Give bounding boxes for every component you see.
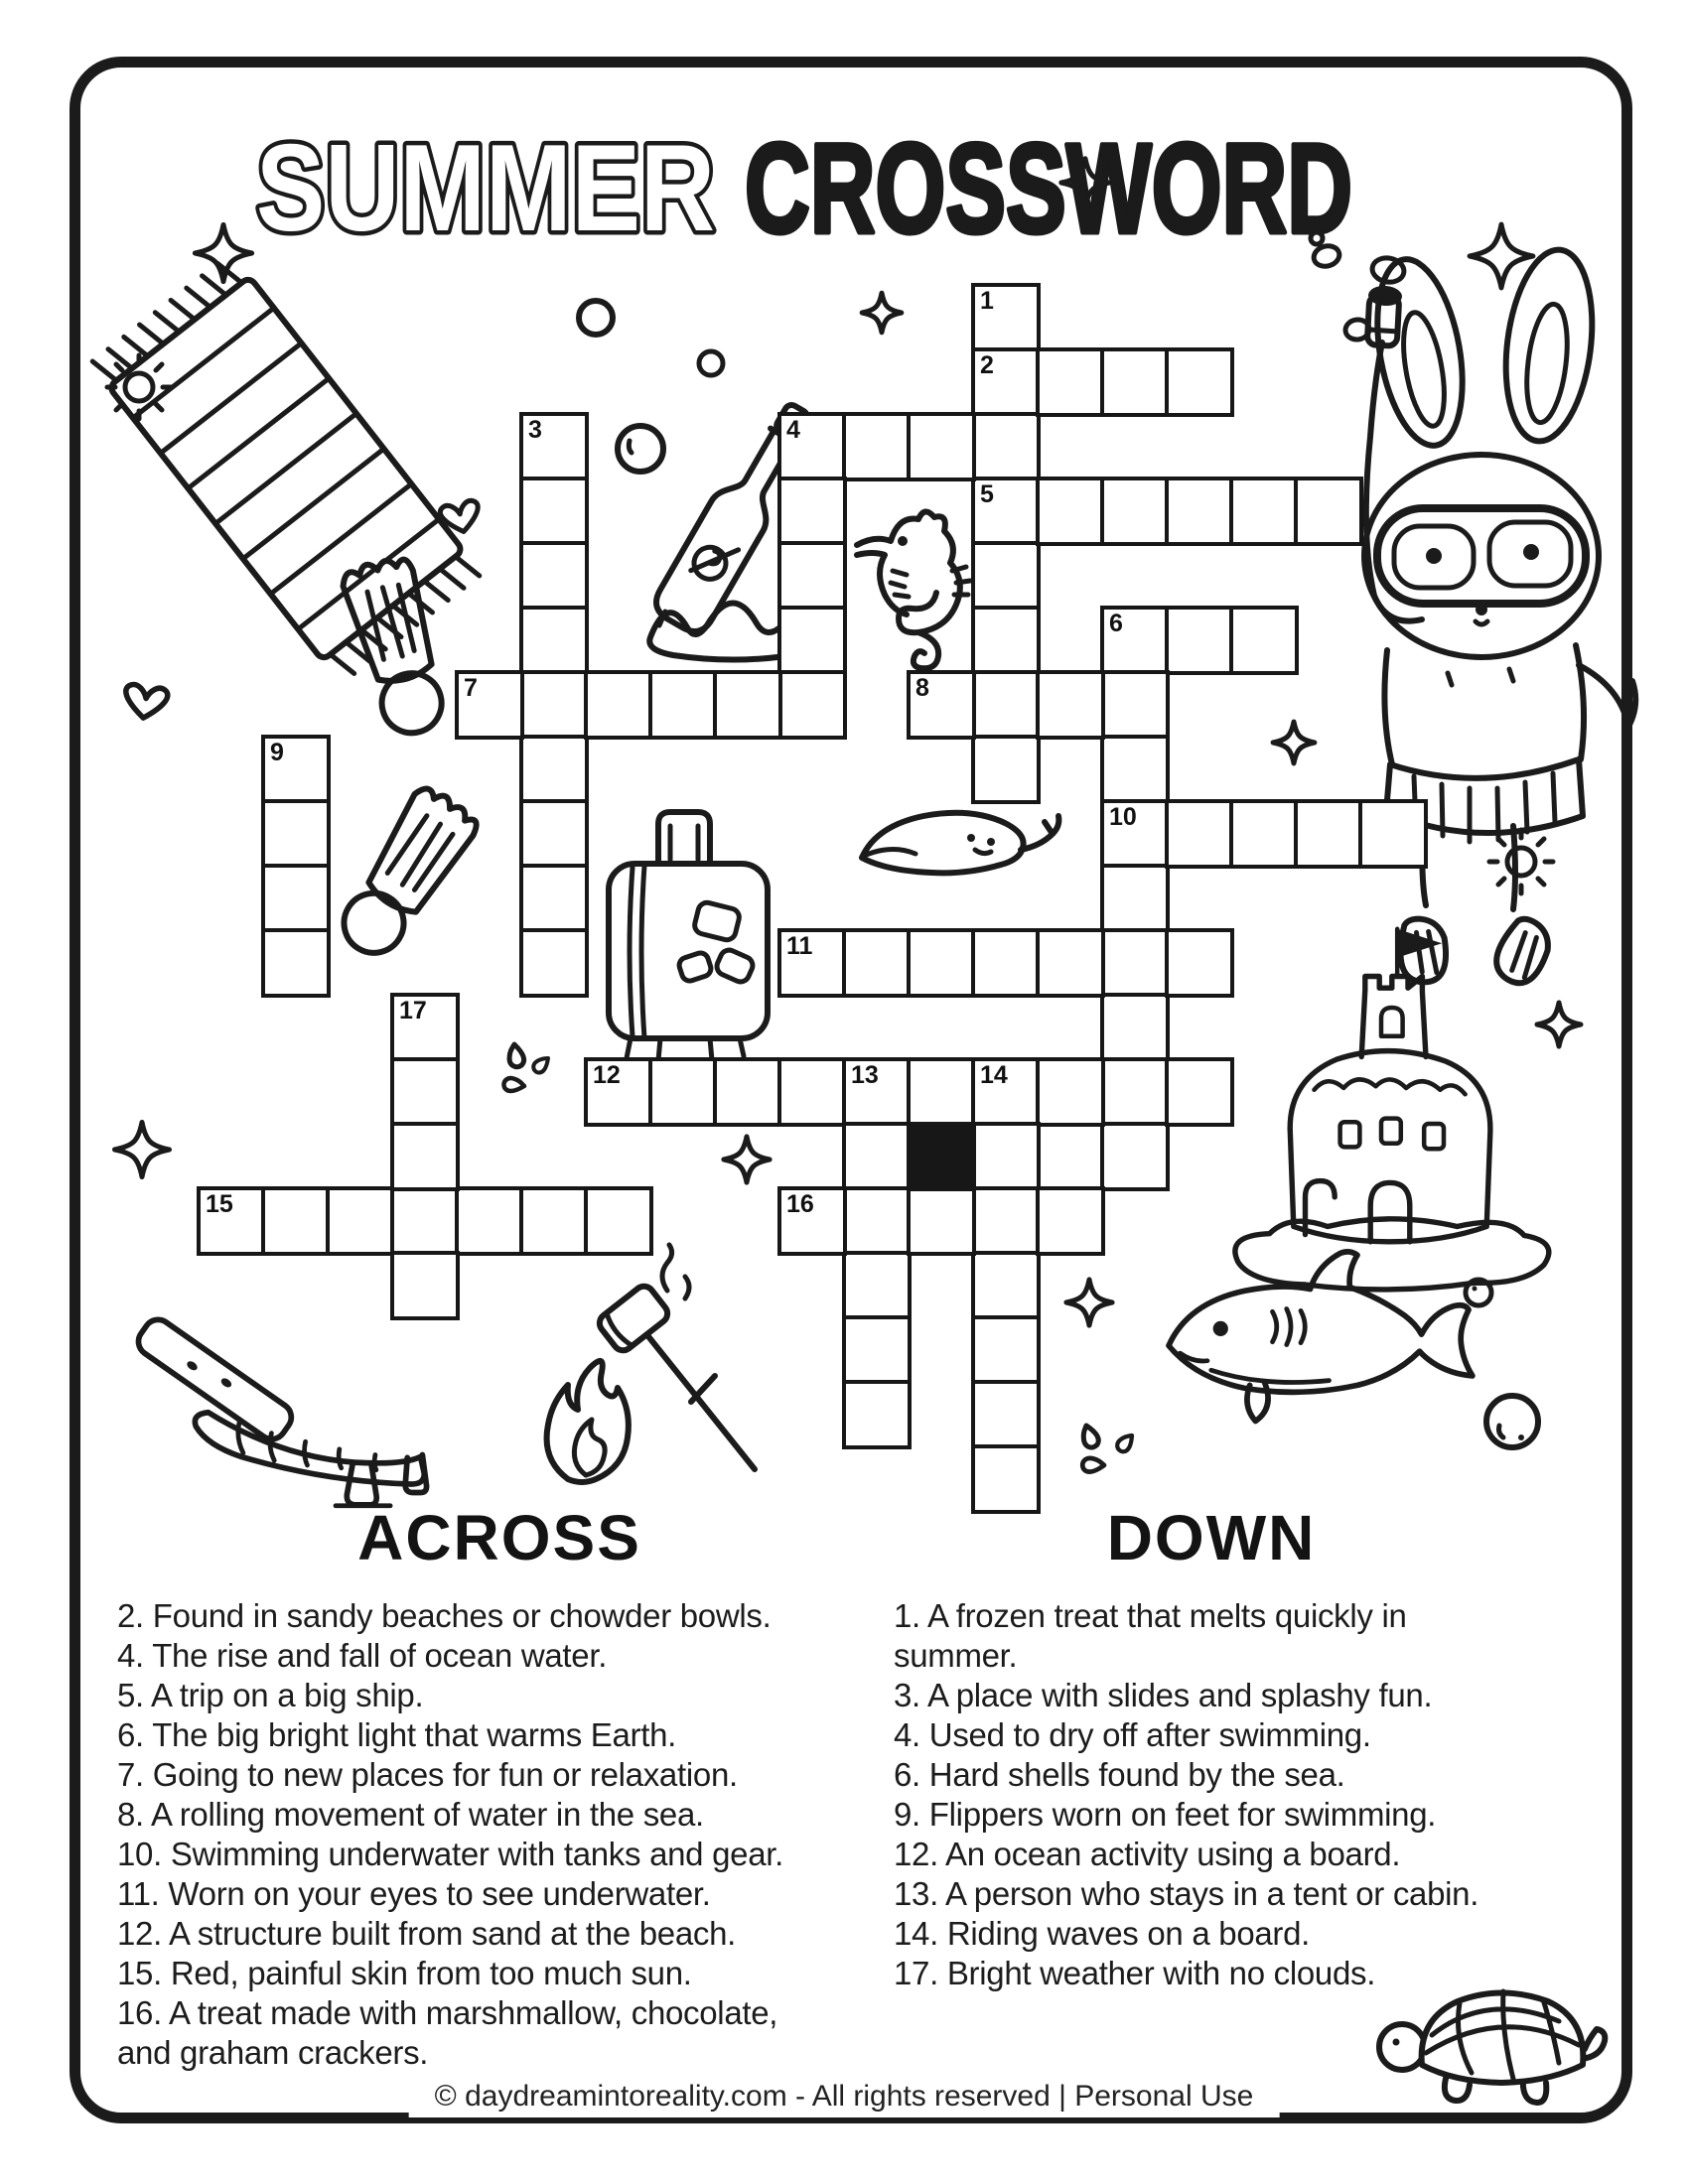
across-clue: 7. Going to new places for fun or relaxation. <box>117 1756 738 1793</box>
across-clue: 2. Found in sandy beaches or chowder bowls. <box>117 1597 772 1634</box>
grid-cell-number: 1 <box>980 287 994 315</box>
grid-cell[interactable] <box>842 1380 912 1449</box>
grid-cell[interactable] <box>1100 670 1170 740</box>
across-clue: 16. A treat made with marshmallow, chocolate, <box>117 1994 778 2031</box>
down-clue: 1. A frozen treat that melts quickly in <box>894 1597 1407 1634</box>
grid-cell[interactable] <box>261 799 331 869</box>
grid-cell[interactable] <box>648 1057 718 1127</box>
grid-cell[interactable] <box>713 1057 782 1127</box>
grid-cell[interactable] <box>842 1315 912 1385</box>
grid-cell[interactable] <box>326 1186 395 1256</box>
grid-cell[interactable] <box>390 1186 460 1256</box>
across-section <box>117 1501 882 2073</box>
grid-cell[interactable] <box>455 670 524 740</box>
grid-cell[interactable] <box>1358 799 1428 869</box>
grid-cell[interactable] <box>1294 477 1363 546</box>
grid-cell-number: 14 <box>980 1061 1008 1089</box>
grid-cell-number: 13 <box>851 1061 879 1089</box>
grid-cell[interactable] <box>777 1186 847 1256</box>
grid-cell[interactable] <box>1036 928 1105 998</box>
down-clue: 17. Bright weather with no clouds. <box>894 1955 1376 1991</box>
across-header: ACROSS <box>357 1502 641 1573</box>
grid-cell[interactable] <box>777 606 847 675</box>
down-clue: 13. A person who stays in a tent or cabin. <box>894 1875 1479 1912</box>
grid-cell[interactable] <box>1036 347 1105 417</box>
title-word-crossword: CROSSWORD <box>745 118 1352 258</box>
grid-cell[interactable] <box>261 1186 331 1256</box>
across-clue: 6. The big bright light that warms Earth. <box>117 1716 677 1753</box>
grid-cell[interactable] <box>519 541 589 611</box>
title-word-summer: SUMMER <box>256 120 715 257</box>
across-clue: 5. A trip on a big ship. <box>117 1677 424 1713</box>
grid-cell[interactable] <box>1229 477 1299 546</box>
across-clue: 12. A structure built from sand at the beach. <box>117 1915 737 1952</box>
grid-cell[interactable] <box>1165 928 1234 998</box>
grid-cell[interactable] <box>584 670 653 740</box>
down-clue-continuation: summer. <box>894 1637 1018 1674</box>
grid-cell[interactable] <box>1165 347 1234 417</box>
grid-cell[interactable] <box>842 1057 912 1127</box>
grid-cell[interactable] <box>1229 606 1299 675</box>
grid-cell[interactable] <box>907 412 976 481</box>
grid-cell[interactable] <box>1229 799 1299 869</box>
grid-cell[interactable] <box>1165 477 1234 546</box>
grid-cell[interactable] <box>777 541 847 611</box>
grid-cell[interactable] <box>1100 477 1170 546</box>
grid-cell[interactable] <box>842 412 912 481</box>
across-clue: 8. A rolling movement of water in the sea. <box>117 1796 704 1833</box>
grid-cell[interactable] <box>584 1057 653 1127</box>
grid-cell[interactable] <box>842 1251 912 1320</box>
grid-cell[interactable] <box>713 670 782 740</box>
grid-cell[interactable] <box>390 993 460 1062</box>
grid-cell[interactable] <box>519 864 589 933</box>
grid-cell[interactable] <box>842 1122 912 1191</box>
grid-cell[interactable] <box>971 477 1041 546</box>
grid-cell[interactable] <box>519 670 589 740</box>
down-clue: 14. Riding waves on a board. <box>894 1915 1311 1952</box>
grid-cell-number: 10 <box>1109 803 1137 831</box>
grid-cell[interactable] <box>907 1186 976 1256</box>
grid-cell[interactable] <box>971 1122 1041 1191</box>
grid-cell-number: 7 <box>464 674 478 702</box>
grid-cell[interactable] <box>1165 1057 1234 1127</box>
grid-cell[interactable] <box>519 735 589 804</box>
grid-cell[interactable] <box>519 477 589 546</box>
grid-cell[interactable] <box>1100 735 1170 804</box>
grid-cell-number: 8 <box>915 674 929 702</box>
grid-cell-number: 5 <box>980 480 994 508</box>
grid-cell[interactable] <box>261 928 331 998</box>
grid-cell-number: 6 <box>1109 610 1123 637</box>
footer-credit: © daydreamintoreality.com - All rights reserved | Personal Use <box>409 2076 1280 2117</box>
grid-cell-number: 12 <box>593 1061 621 1089</box>
grid-cell-number: 16 <box>786 1190 814 1218</box>
grid-cell[interactable] <box>519 606 589 675</box>
grid-cell[interactable] <box>1100 799 1170 869</box>
grid-cell[interactable] <box>1036 670 1105 740</box>
down-clue-list <box>894 1596 1529 1993</box>
grid-cell[interactable] <box>455 1186 524 1256</box>
grid-cell[interactable] <box>1100 1122 1170 1191</box>
grid-cell[interactable] <box>777 1057 847 1127</box>
across-clue-list <box>117 1596 882 2073</box>
down-section <box>894 1501 1529 1993</box>
grid-cell[interactable] <box>1100 347 1170 417</box>
down-clue: 12. An ocean activity using a board. <box>894 1836 1401 1872</box>
grid-cell[interactable] <box>1294 799 1363 869</box>
grid-cell[interactable] <box>1165 799 1234 869</box>
grid-cell[interactable] <box>390 1122 460 1191</box>
grid-cell[interactable] <box>971 412 1041 481</box>
down-clue: 6. Hard shells found by the sea. <box>894 1756 1345 1793</box>
across-clue: 15. Red, painful skin from too much sun. <box>117 1955 692 1991</box>
grid-cell[interactable] <box>907 1057 976 1127</box>
grid-cell[interactable] <box>971 1380 1041 1449</box>
grid-cell[interactable] <box>390 1251 460 1320</box>
grid-cell[interactable] <box>648 670 718 740</box>
down-header: DOWN <box>1106 1502 1317 1573</box>
grid-cell[interactable] <box>519 799 589 869</box>
grid-cell-number: 9 <box>270 739 284 766</box>
grid-cell[interactable] <box>1036 1057 1105 1127</box>
grid-cell[interactable] <box>1036 1186 1105 1256</box>
black-cell <box>907 1122 976 1191</box>
grid-cell[interactable] <box>197 1186 266 1256</box>
grid-cell[interactable] <box>519 1186 589 1256</box>
grid-cell[interactable] <box>519 928 589 998</box>
grid-cell-number: 3 <box>528 416 542 444</box>
grid-cell[interactable] <box>971 541 1041 611</box>
grid-cell[interactable] <box>842 1186 912 1256</box>
grid-cell-number: 15 <box>206 1190 233 1218</box>
grid-cell[interactable] <box>1100 606 1170 675</box>
down-clue: 4. Used to dry off after swimming. <box>894 1716 1371 1753</box>
grid-cell-number: 2 <box>980 351 994 379</box>
grid-cell[interactable] <box>971 1251 1041 1320</box>
grid-cell[interactable] <box>1100 993 1170 1062</box>
grid-cell[interactable] <box>1165 606 1234 675</box>
across-clue-continuation: and graham crackers. <box>117 2034 429 2071</box>
grid-cell[interactable] <box>1036 477 1105 546</box>
grid-cell[interactable] <box>1100 928 1170 998</box>
across-clue: 10. Swimming underwater with tanks and gear. <box>117 1836 783 1872</box>
grid-cell[interactable] <box>777 670 847 740</box>
grid-cell[interactable] <box>907 928 976 998</box>
grid-cell[interactable] <box>1100 1057 1170 1127</box>
grid-cell-number: 17 <box>399 997 427 1024</box>
grid-cell[interactable] <box>390 1057 460 1127</box>
down-clue: 9. Flippers worn on feet for swimming. <box>894 1796 1437 1833</box>
grid-cell[interactable] <box>971 735 1041 804</box>
grid-cell[interactable] <box>907 670 976 740</box>
grid-cell[interactable] <box>777 477 847 546</box>
grid-cell[interactable] <box>971 347 1041 417</box>
grid-cell-number: 4 <box>786 416 800 444</box>
grid-cell[interactable] <box>1100 864 1170 933</box>
grid-cell[interactable] <box>777 412 847 481</box>
grid-cell[interactable] <box>971 283 1041 352</box>
grid-cell[interactable] <box>971 1315 1041 1385</box>
across-clue: 11. Worn on your eyes to see underwater. <box>117 1875 711 1912</box>
grid-cell[interactable] <box>971 1057 1041 1127</box>
grid-cell[interactable] <box>261 864 331 933</box>
across-clue: 4. The rise and fall of ocean water. <box>117 1637 608 1674</box>
grid-cell[interactable] <box>971 670 1041 740</box>
grid-cell[interactable] <box>842 928 912 998</box>
grid-cell-number: 11 <box>786 932 813 960</box>
grid-cell[interactable] <box>519 412 589 481</box>
grid-cell[interactable] <box>584 1186 653 1256</box>
grid-cell[interactable] <box>971 1186 1041 1256</box>
grid-cell[interactable] <box>971 928 1041 998</box>
down-clue: 3. A place with slides and splashy fun. <box>894 1677 1433 1713</box>
grid-cell[interactable] <box>777 928 847 998</box>
grid-cell[interactable] <box>971 606 1041 675</box>
grid-cell[interactable] <box>261 735 331 804</box>
